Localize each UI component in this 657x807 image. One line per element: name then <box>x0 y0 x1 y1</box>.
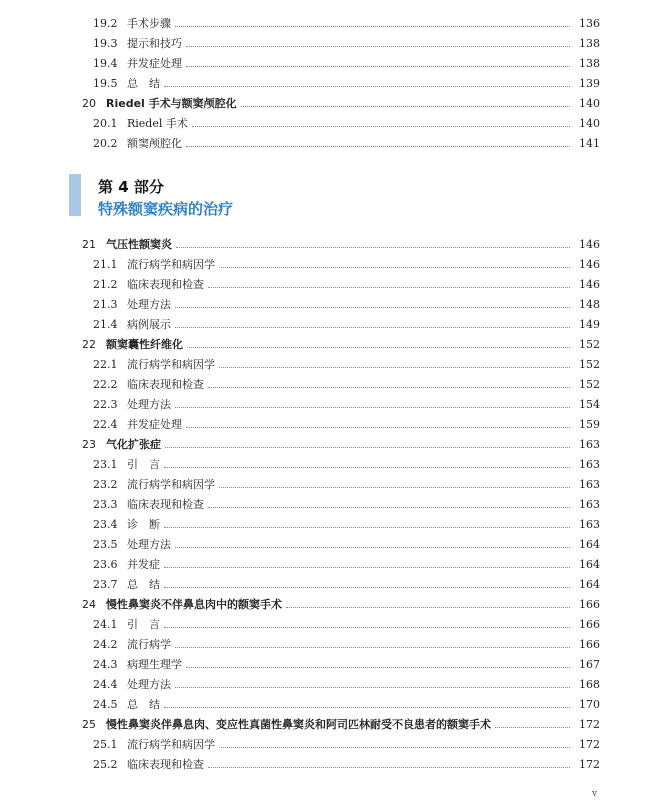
toc-entry-title: 临床表现和检查 <box>127 378 204 391</box>
toc-entry-number: 22 <box>82 338 96 351</box>
dot-leader <box>286 606 570 608</box>
dot-leader <box>186 45 570 47</box>
toc-entry-page: 172 <box>579 758 600 771</box>
toc-entry-number: 19.5 <box>93 77 118 90</box>
toc-section-entry[interactable] <box>0 74 657 94</box>
toc-entry-page: 148 <box>579 298 600 311</box>
part-title: 第 4 部分 <box>98 178 164 196</box>
toc-entry-number: 21.4 <box>93 318 118 331</box>
toc-entry-title: 处理方法 <box>127 678 171 691</box>
toc-entry-page: 172 <box>579 738 600 751</box>
dot-leader <box>175 406 570 408</box>
toc-entry-number: 22.2 <box>93 378 118 391</box>
toc-entry-number: 22.4 <box>93 418 118 431</box>
toc-section-entry[interactable] <box>0 54 657 74</box>
toc-entry-page: 163 <box>579 478 600 491</box>
dot-leader <box>164 85 570 87</box>
dot-leader <box>208 506 570 508</box>
toc-entry-title: 并发症处理 <box>127 57 182 70</box>
dot-leader <box>186 666 570 668</box>
toc-entry-page: 167 <box>579 658 600 671</box>
toc-entry-number: 23 <box>82 438 96 451</box>
dot-leader <box>165 446 570 448</box>
dot-leader <box>219 746 570 748</box>
toc-section-entry[interactable] <box>0 114 657 134</box>
dot-leader <box>208 286 570 288</box>
dot-leader <box>164 566 570 568</box>
toc-entry-page: 152 <box>579 378 600 391</box>
toc-section-entry[interactable] <box>0 475 657 495</box>
toc-entry-title: 慢性鼻窦炎不伴鼻息肉中的额窦手术 <box>106 598 282 611</box>
toc-section-entry[interactable] <box>0 515 657 535</box>
toc-entry-title: 总 结 <box>127 77 160 90</box>
dot-leader <box>208 766 570 768</box>
toc-entry-page: 166 <box>579 638 600 651</box>
toc-entry-title: 临床表现和检查 <box>127 758 204 771</box>
toc-section-entry[interactable] <box>0 315 657 335</box>
toc-section-entry[interactable] <box>0 34 657 54</box>
toc-entry-number: 21 <box>82 238 96 251</box>
toc-entry-title: 流行病学和病因学 <box>127 738 215 751</box>
toc-section-entry[interactable] <box>0 395 657 415</box>
toc-section-entry[interactable] <box>0 535 657 555</box>
toc-entry-title: 总 结 <box>127 698 160 711</box>
dot-leader <box>175 546 570 548</box>
toc-section-entry[interactable] <box>0 275 657 295</box>
toc-entry-title: 气压性额窦炎 <box>106 238 172 251</box>
toc-entry-page: 163 <box>579 438 600 451</box>
toc-entry-number: 21.1 <box>93 258 118 271</box>
toc-entry-title: 并发症 <box>127 558 160 571</box>
dot-leader <box>176 246 570 248</box>
toc-chapter-entry[interactable] <box>0 94 657 114</box>
toc-entry-page: 141 <box>579 137 600 150</box>
dot-leader <box>241 105 570 107</box>
dot-leader <box>495 726 570 728</box>
toc-entry-number: 21.3 <box>93 298 118 311</box>
toc-section-entry[interactable] <box>0 295 657 315</box>
toc-entry-title: 诊 断 <box>127 518 160 531</box>
dot-leader <box>175 326 570 328</box>
dot-leader <box>186 145 570 147</box>
toc-entry-page: 163 <box>579 458 600 471</box>
dot-leader <box>186 426 570 428</box>
toc-entry-number: 23.7 <box>93 578 118 591</box>
toc-entry-page: 168 <box>579 678 600 691</box>
dot-leader <box>175 25 570 27</box>
toc-entry-number: 19.4 <box>93 57 118 70</box>
toc-entry-page: 140 <box>579 117 600 130</box>
toc-entry-title: 额窦囊性纤维化 <box>106 338 183 351</box>
toc-entry-title: 临床表现和检查 <box>127 498 204 511</box>
toc-entry-number: 23.4 <box>93 518 118 531</box>
toc-entry-number: 22.3 <box>93 398 118 411</box>
toc-entry-page: 163 <box>579 518 600 531</box>
toc-entry-page: 139 <box>579 77 600 90</box>
toc-section-entry[interactable] <box>0 255 657 275</box>
toc-section-entry[interactable] <box>0 415 657 435</box>
toc-entry-number: 24.3 <box>93 658 118 671</box>
dot-leader <box>187 346 570 348</box>
toc-entry-number: 19.2 <box>93 17 118 30</box>
dot-leader <box>164 586 570 588</box>
toc-entry-number: 23.3 <box>93 498 118 511</box>
dot-leader <box>186 65 570 67</box>
toc-entry-title: Riedel 手术 <box>127 117 188 130</box>
toc-section-entry[interactable] <box>0 695 657 715</box>
toc-entry-page: 166 <box>579 618 600 631</box>
toc-entry-title: 手术步骤 <box>127 17 171 30</box>
toc-section-entry[interactable] <box>0 555 657 575</box>
toc-section-entry[interactable] <box>0 355 657 375</box>
toc-entry-page: 164 <box>579 538 600 551</box>
dot-leader <box>164 466 570 468</box>
toc-section-entry[interactable] <box>0 635 657 655</box>
toc-section-entry[interactable] <box>0 455 657 475</box>
toc-entry-number: 25.1 <box>93 738 118 751</box>
dot-leader <box>164 706 570 708</box>
toc-entry-page: 154 <box>579 398 600 411</box>
toc-section-entry[interactable] <box>0 575 657 595</box>
toc-section-entry[interactable] <box>0 134 657 154</box>
dot-leader <box>219 266 570 268</box>
toc-entry-number: 24.2 <box>93 638 118 651</box>
page-folio: v <box>592 789 598 799</box>
toc-chapter-entry[interactable] <box>0 595 657 615</box>
toc-entry-page: 140 <box>579 97 600 110</box>
dot-leader <box>175 306 570 308</box>
toc-entry-title: 流行病学和病因学 <box>127 258 215 271</box>
toc-entry-page: 164 <box>579 578 600 591</box>
toc-entry-number: 24.4 <box>93 678 118 691</box>
toc-entry-page: 164 <box>579 558 600 571</box>
toc-entry-title: 引 言 <box>127 458 160 471</box>
toc-entry-number: 19.3 <box>93 37 118 50</box>
dot-leader <box>208 386 570 388</box>
toc-entry-title: 并发症处理 <box>127 418 182 431</box>
toc-entry-title: 慢性鼻窦炎伴鼻息肉、变应性真菌性鼻窦炎和阿司匹林耐受不良患者的额窦手术 <box>106 718 491 731</box>
dot-leader <box>219 366 570 368</box>
toc-entry-number: 23.6 <box>93 558 118 571</box>
toc-entry-number: 24.1 <box>93 618 118 631</box>
part-subtitle: 特殊额窦疾病的治疗 <box>98 200 234 218</box>
toc-entry-page: 166 <box>579 598 600 611</box>
dot-leader <box>192 125 570 127</box>
toc-entry-page: 163 <box>579 498 600 511</box>
part-marker-bar <box>69 174 81 216</box>
toc-entry-number: 25.2 <box>93 758 118 771</box>
toc-chapter-entry[interactable] <box>0 435 657 455</box>
toc-entry-page: 146 <box>579 258 600 271</box>
toc-section-entry[interactable] <box>0 14 657 34</box>
toc-entry-page: 146 <box>579 238 600 251</box>
toc-entry-title: 气化扩张症 <box>106 438 161 451</box>
toc-entry-page: 149 <box>579 318 600 331</box>
toc-entry-title: Riedel 手术与额窦颅腔化 <box>106 97 237 110</box>
toc-entry-title: 病理生理学 <box>127 658 182 671</box>
toc-entry-number: 20.1 <box>93 117 118 130</box>
toc-entry-title: 临床表现和检查 <box>127 278 204 291</box>
dot-leader <box>175 686 570 688</box>
toc-entry-page: 136 <box>579 17 600 30</box>
toc-entry-number: 23.2 <box>93 478 118 491</box>
toc-entry-title: 提示和技巧 <box>127 37 182 50</box>
toc-entry-page: 152 <box>579 338 600 351</box>
toc-entry-number: 24.5 <box>93 698 118 711</box>
toc-entry-title: 处理方法 <box>127 538 171 551</box>
toc-entry-number: 22.1 <box>93 358 118 371</box>
toc-entry-number: 23.5 <box>93 538 118 551</box>
dot-leader <box>164 626 570 628</box>
toc-entry-number: 21.2 <box>93 278 118 291</box>
toc-entry-page: 138 <box>579 37 600 50</box>
toc-chapter-entry[interactable] <box>0 335 657 355</box>
dot-leader <box>164 526 570 528</box>
toc-entry-page: 152 <box>579 358 600 371</box>
toc-entry-title: 处理方法 <box>127 398 171 411</box>
toc-entry-number: 23.1 <box>93 458 118 471</box>
toc-entry-title: 流行病学和病因学 <box>127 478 215 491</box>
toc-entry-number: 20.2 <box>93 137 118 150</box>
toc-section-entry[interactable] <box>0 655 657 675</box>
toc-entry-title: 流行病学 <box>127 638 171 651</box>
toc-section-entry[interactable] <box>0 675 657 695</box>
toc-chapter-entry[interactable] <box>0 235 657 255</box>
toc-entry-title: 额窦颅腔化 <box>127 137 182 150</box>
toc-section-entry[interactable] <box>0 375 657 395</box>
toc-chapter-entry[interactable] <box>0 715 657 735</box>
toc-section-entry[interactable] <box>0 495 657 515</box>
toc-entry-page: 172 <box>579 718 600 731</box>
toc-section-entry[interactable] <box>0 735 657 755</box>
toc-entry-number: 25 <box>82 718 96 731</box>
dot-leader <box>175 646 570 648</box>
toc-entry-title: 病例展示 <box>127 318 171 331</box>
toc-entry-page: 146 <box>579 278 600 291</box>
toc-entry-title: 引 言 <box>127 618 160 631</box>
toc-entry-number: 24 <box>82 598 96 611</box>
toc-entry-page: 138 <box>579 57 600 70</box>
toc-entry-page: 170 <box>579 698 600 711</box>
toc-entry-page: 159 <box>579 418 600 431</box>
toc-entry-title: 流行病学和病因学 <box>127 358 215 371</box>
dot-leader <box>219 486 570 488</box>
toc-section-entry[interactable] <box>0 755 657 775</box>
toc-entry-title: 总 结 <box>127 578 160 591</box>
toc-entry-title: 处理方法 <box>127 298 171 311</box>
toc-entry-number: 20 <box>82 97 96 110</box>
toc-section-entry[interactable] <box>0 615 657 635</box>
